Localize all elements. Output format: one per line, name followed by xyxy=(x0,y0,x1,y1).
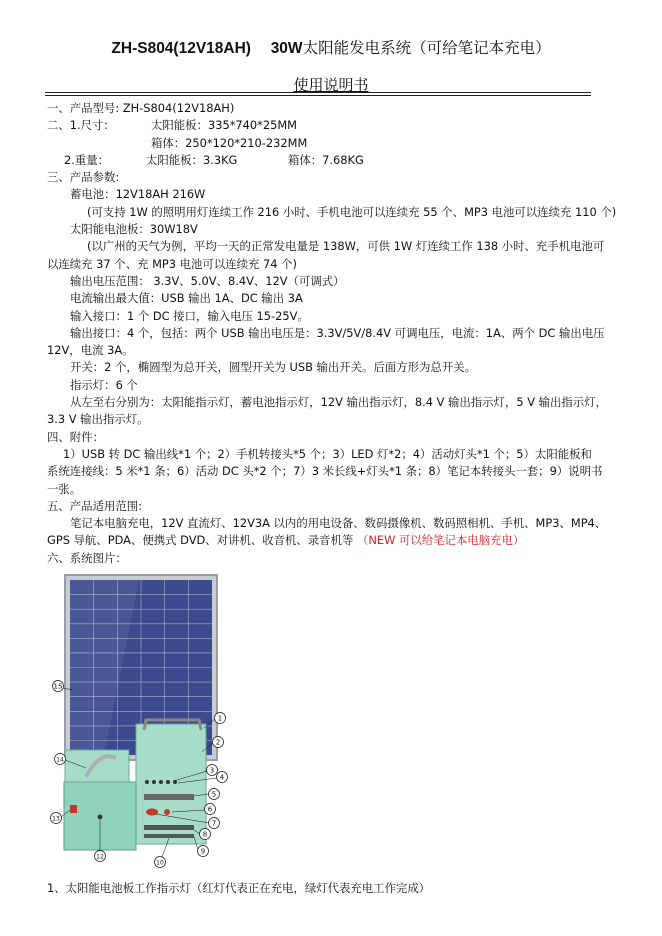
title-text: 太阳能发电系统（可给笔记本充电） xyxy=(302,39,551,57)
panel-note-1: (以广州的天气为例，平均一天的正常发电量是 138W，可供 1W 灯连续工作 138 小时、充手机电池可 xyxy=(87,239,605,254)
accessories-line-1: 1）USB 转 DC 输出线*1 个；2）手机转接头*5 个；3）LED 灯*2；4）活动灯头*1 个；5）太阳能板和 xyxy=(63,446,592,461)
size-label: 二、1.尺寸： xyxy=(47,118,115,133)
document-body xyxy=(47,100,617,567)
svg-text:4: 4 xyxy=(219,773,225,782)
svg-text:13: 13 xyxy=(52,815,60,823)
title-rule-bottom xyxy=(45,95,591,96)
document-title xyxy=(0,36,662,58)
usage-new-note: （NEW 可以给笔记本电脑充电） xyxy=(356,533,525,548)
size-panel: 太阳能板：335*740*25MM xyxy=(151,118,297,133)
system-picture xyxy=(44,572,244,868)
svg-text:1: 1 xyxy=(217,714,223,723)
model-line: 一、产品型号: ZH-S804(12V18AH) xyxy=(47,101,235,115)
system-heading: 六、系统图片： xyxy=(47,550,127,565)
size-box: 箱体：250*120*210-232MM xyxy=(151,135,308,150)
usage-heading: 五、产品适用范围: xyxy=(47,498,142,513)
accessories-heading: 四、附件： xyxy=(47,429,104,444)
power-rating: 30W xyxy=(270,40,303,57)
indicators-desc-1: 从左至右分别为：太阳能指示灯，蓄电池指示灯，12V 输出指示灯，8.4 V 输出指示灯，5 V 输出指示灯， xyxy=(70,395,607,410)
indicators-desc-2: 3.3 V 输出指示灯。 xyxy=(47,412,149,427)
params-heading: 三、产品参数: xyxy=(47,170,120,185)
panel-note-2: 以连续充 37 个、充 MP3 电池可以连续充 74 个) xyxy=(47,256,297,271)
control-box-image xyxy=(136,720,206,844)
panel-line: 太阳能电池板：30W18V xyxy=(70,222,198,237)
accessories-line-3: 一张。 xyxy=(47,481,82,496)
weight-label: 2.重量： xyxy=(64,152,110,167)
svg-text:7: 7 xyxy=(211,819,217,828)
accessories-line-2: 系统连接线：5 米*1 条；6）活动 DC 头*2 个；7）3 米长线+灯头*1 条；8）笔记本转接头一套；9）说明书 xyxy=(47,464,603,479)
voltage-range: 输出电压范围： 3.3V、5.0V、8.4V、12V（可调式） xyxy=(70,273,345,288)
weight-line xyxy=(47,152,617,169)
model-code: ZH-S804(12V18AH) xyxy=(111,40,251,57)
size-line xyxy=(47,117,617,134)
title-rule-top xyxy=(45,92,591,93)
input-line: 输入接口：1 个 DC 接口，输入电压 15-25V。 xyxy=(70,308,309,323)
indicators-line: 指示灯：6 个 xyxy=(70,377,138,392)
svg-text:2: 2 xyxy=(215,738,221,747)
system-caption: 1、太阳能电池板工作指示灯（红灯代表正在充电，绿灯代表充电工作完成） xyxy=(47,881,431,895)
subtitle-text: 使用说明书 xyxy=(293,76,369,94)
svg-text:8: 8 xyxy=(202,830,208,839)
svg-text:5: 5 xyxy=(211,790,217,799)
weight-panel: 太阳能板：3.3KG xyxy=(146,152,238,167)
weight-box: 箱体：7.68KG xyxy=(288,152,364,167)
svg-text:14: 14 xyxy=(56,756,64,764)
size-box-line xyxy=(47,135,617,152)
switches-line: 开关：2 个，椭圆型为总开关，圆型开关为 USB 输出开关。后面方形为总开关。 xyxy=(70,360,476,375)
battery-note: (可支持 1W 的照明用灯连续工作 216 小时、手机电池可以连续充 55 个、MP3 电池可以连续充 110 个) xyxy=(87,204,617,219)
svg-text:15: 15 xyxy=(53,682,63,691)
svg-text:9: 9 xyxy=(200,847,206,856)
svg-text:3: 3 xyxy=(209,766,215,775)
usage-line-2 xyxy=(47,532,617,549)
outputs-line-1: 输出接口：4 个，包括：两个 USB 输出电压是：3.3V/5V/8.4V 可调电压，电流：1A、两个 DC 输出电压 xyxy=(70,325,605,340)
max-current: 电流输出最大值：USB 输出 1A、DC 输出 3A xyxy=(70,291,303,306)
svg-text:6: 6 xyxy=(207,805,213,814)
usage-line-1: 笔记本电脑充电，12V 直流灯、12V3A 以内的用电设备、数码摄像机、数码照相机、手机、MP3、MP4、 xyxy=(70,516,607,531)
outputs-line-2: 12V，电流 3A。 xyxy=(47,343,134,358)
usage-line-2-text: GPS 导航、PDA、便携式 DVD、对讲机、收音机、录音机等 xyxy=(47,533,357,548)
battery-line: 蓄电池：12V18AH 216W xyxy=(70,187,206,202)
svg-text:10: 10 xyxy=(156,859,164,867)
svg-text:12: 12 xyxy=(96,853,104,861)
